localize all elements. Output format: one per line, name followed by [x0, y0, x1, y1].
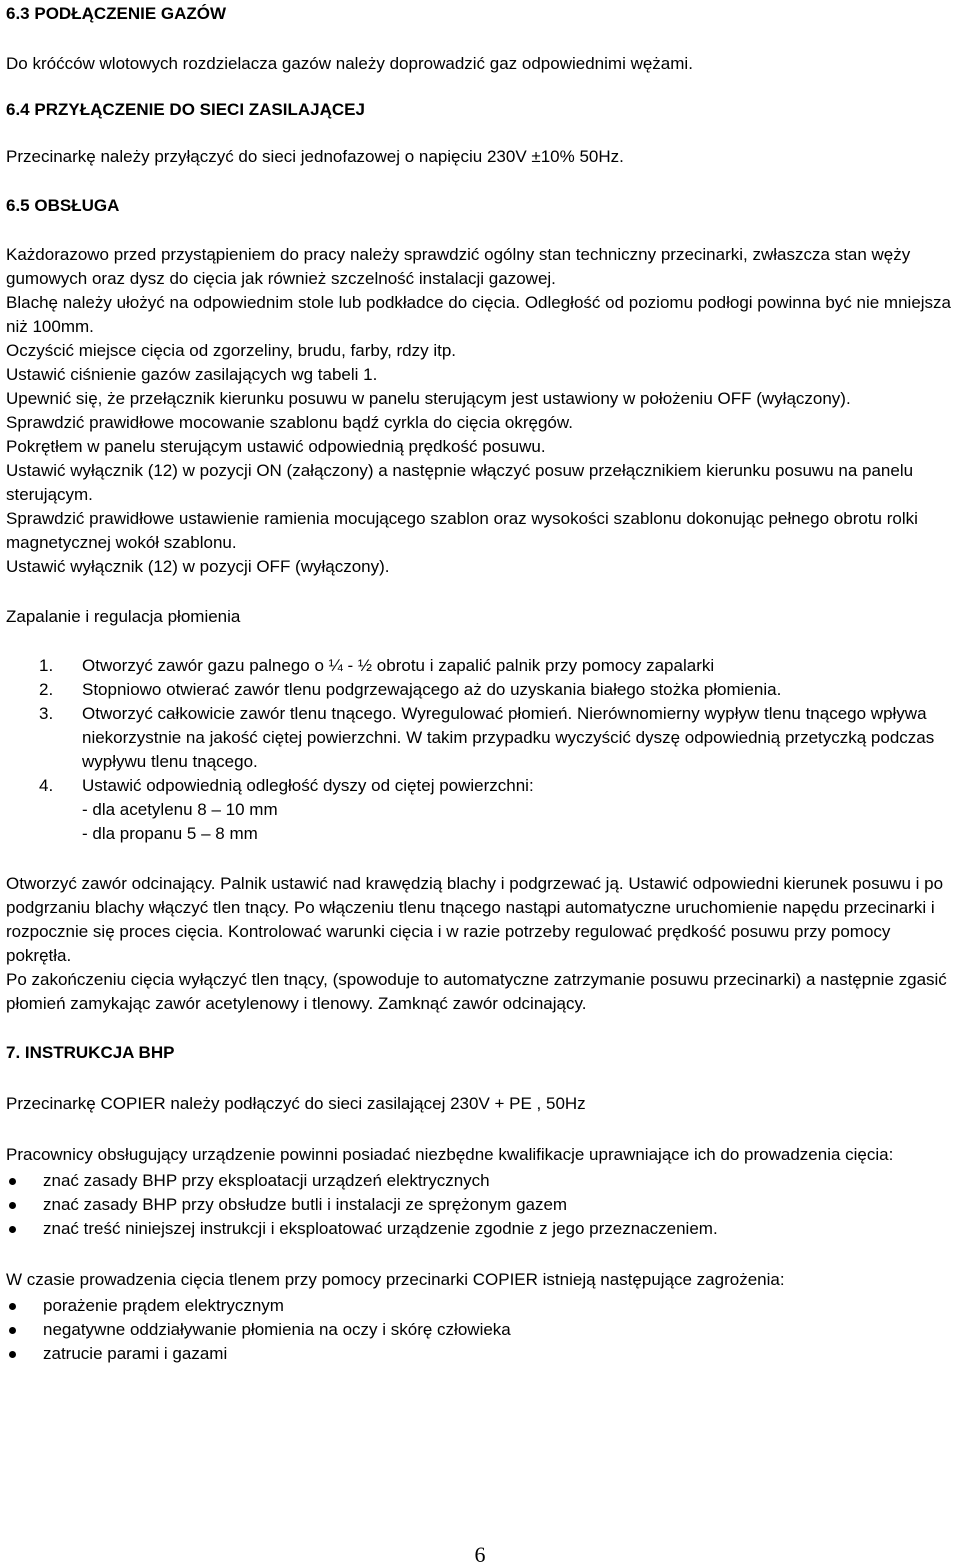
procedure-line: Sprawdzić prawidłowe mocowanie szablonu bądź cyrkla do cięcia okręgów.	[6, 413, 573, 432]
procedure-line: Każdorazowo przed przystąpieniem do pracy należy sprawdzić ogólny stan techniczny przecinarki, zwłaszcza stan węży gumowych oraz dysz do cięcia jak również szczelność instalacji gazowej.	[6, 245, 911, 288]
section-6-3-heading: 6.3 PODŁĄCZENIE GAZÓW	[6, 4, 227, 23]
list-item	[6, 1318, 952, 1342]
section-6-4-text: Przecinarkę należy przyłączyć do sieci jednofazowej o napięciu 230V ±10% 50Hz.	[6, 147, 624, 166]
section-7-heading: 7. INSTRUKCJA BHP	[6, 1043, 175, 1062]
step-number: 1.	[39, 656, 54, 675]
step-item	[6, 678, 952, 702]
section-6-4-heading: 6.4 PRZYŁĄCZENIE DO SIECI ZASILAJĄCEJ	[6, 100, 365, 119]
bullet-icon	[9, 1178, 16, 1185]
list-item	[6, 1342, 952, 1366]
list-item-text: negatywne oddziaływanie płomienia na oczy i skórę człowieka	[43, 1320, 511, 1339]
list-item	[6, 1169, 952, 1193]
bullet-icon	[9, 1303, 16, 1310]
step-sub-acetylene: - dla acetylenu 8 – 10 mm	[82, 800, 278, 819]
step-item	[6, 702, 952, 774]
procedure-line: Upewnić się, że przełącznik kierunku posuwu w panelu sterującym jest ustawiony w położeniu OFF (wyłączony).	[6, 389, 851, 408]
list-item-text: znać zasady BHP przy eksploatacji urządzeń elektrycznych	[43, 1171, 490, 1190]
bullet-icon	[9, 1327, 16, 1334]
section-7-power-text: Przecinarkę COPIER należy podłączyć do sieci zasilającej 230V + PE , 50Hz	[6, 1094, 586, 1113]
bullet-icon	[9, 1226, 16, 1233]
step-text: Stopniowo otwierać zawór tlenu podgrzewającego aż do uzyskania białego stożka płomienia.	[82, 680, 782, 699]
list-item	[6, 1193, 952, 1217]
document-page	[6, 0, 952, 1366]
step-text: Otworzyć całkowicie zawór tlenu tnącego. Wyregulować płomień. Nierównomierny wypływ tlenu tnącego wpływa niekorzystnie na jakość ciętej powierzchni. W takim przypadku wyczyścić dyszę odpowiednią przetyczką podczas wypływu tlenu tnącego.	[82, 704, 935, 771]
cutting-paragraph: Otworzyć zawór odcinający. Palnik ustawić nad krawędzią blachy i podgrzewać ją. Ustawić odpowiedni kierunek posuwu i po podgrzaniu blachy włączyć tlen tnący. Po włączeniu tlenu tnącego nastąpi automatyczne uruchomienie napędu przecinarki i rozpocznie się proces cięcia. Kontrolować warunki cięcia i w razie potrzeby regulować prędkość posuwu przy pomocy pokrętła.	[6, 874, 944, 965]
procedure-lines	[6, 243, 952, 579]
page-number: 6	[474, 1542, 486, 1567]
hazards-list	[6, 1294, 952, 1366]
section-6-3-text: Do króćców wlotowych rozdzielacza gazów należy doprowadzić gaz odpowiednimi wężami.	[6, 54, 693, 73]
list-item-text: znać zasady BHP przy obsłudze butli i instalacji ze sprężonym gazem	[43, 1195, 568, 1214]
procedure-line: Ustawić ciśnienie gazów zasilających wg tabeli 1.	[6, 365, 378, 384]
finish-paragraph: Po zakończeniu cięcia wyłączyć tlen tnący, (spowoduje to automatyczne zatrzymanie posuwu przecinarki) a następnie zgasić płomień zamykając zawór acetylenowy i tlenowy. Zamknąć zawór odcinający.	[6, 970, 947, 1013]
procedure-line: Ustawić wyłącznik (12) w pozycji ON (załączony) a następnie włączyć posuw przełącznikiem kierunku posuwu na panelu sterującym.	[6, 461, 914, 504]
step-item	[6, 654, 952, 678]
qualifications-list	[6, 1169, 952, 1241]
list-item-text: porażenie prądem elektrycznym	[43, 1296, 284, 1315]
list-item-text: zatrucie parami i gazami	[43, 1344, 228, 1363]
step-number: 3.	[39, 704, 54, 723]
procedure-line: Blachę należy ułożyć na odpowiednim stole lub podkładce do cięcia. Odległość od poziomu podłogi powinna być nie mniejsza niż 100mm.	[6, 293, 952, 336]
ignition-subheading: Zapalanie i regulacja płomienia	[6, 607, 241, 626]
step-sub-propane: - dla propanu 5 – 8 mm	[82, 824, 258, 843]
step-text: Ustawić odpowiednią odległość dyszy od ciętej powierzchni:	[82, 776, 534, 795]
section-7-hazards-text: W czasie prowadzenia cięcia tlenem przy pomocy przecinarki COPIER istnieją następujące zagrożenia:	[6, 1270, 785, 1289]
procedure-line: Sprawdzić prawidłowe ustawienie ramienia mocującego szablon oraz wysokości szablonu dokonując pełnego obrotu rolki magnetycznej wokół szablonu.	[6, 509, 918, 552]
step-text: Otworzyć zawór gazu palnego o ¼ - ½ obrotu i zapalić palnik przy pomocy zapalarki	[82, 656, 715, 675]
procedure-line: Pokrętłem w panelu sterującym ustawić odpowiednią prędkość posuwu.	[6, 437, 546, 456]
bullet-icon	[9, 1202, 16, 1209]
list-item	[6, 1294, 952, 1318]
list-item-text: znać treść niniejszej instrukcji i eksploatować urządzenie zgodnie z jego przeznaczeniem.	[43, 1219, 718, 1238]
step-number: 2.	[39, 680, 54, 699]
step-number: 4.	[39, 776, 54, 795]
section-6-5-heading: 6.5 OBSŁUGA	[6, 196, 120, 215]
section-7-qualifications-text: Pracownicy obsługujący urządzenie powinni posiadać niezbędne kwalifikacje uprawniające ich do prowadzenia cięcia:	[6, 1145, 894, 1164]
procedure-line: Ustawić wyłącznik (12) w pozycji OFF (wyłączony).	[6, 557, 390, 576]
bullet-icon	[9, 1351, 16, 1358]
list-item	[6, 1217, 952, 1241]
procedure-line: Oczyścić miejsce cięcia od zgorzeliny, brudu, farby, rdzy itp.	[6, 341, 457, 360]
step-item	[6, 774, 952, 846]
ignition-steps	[6, 654, 952, 846]
